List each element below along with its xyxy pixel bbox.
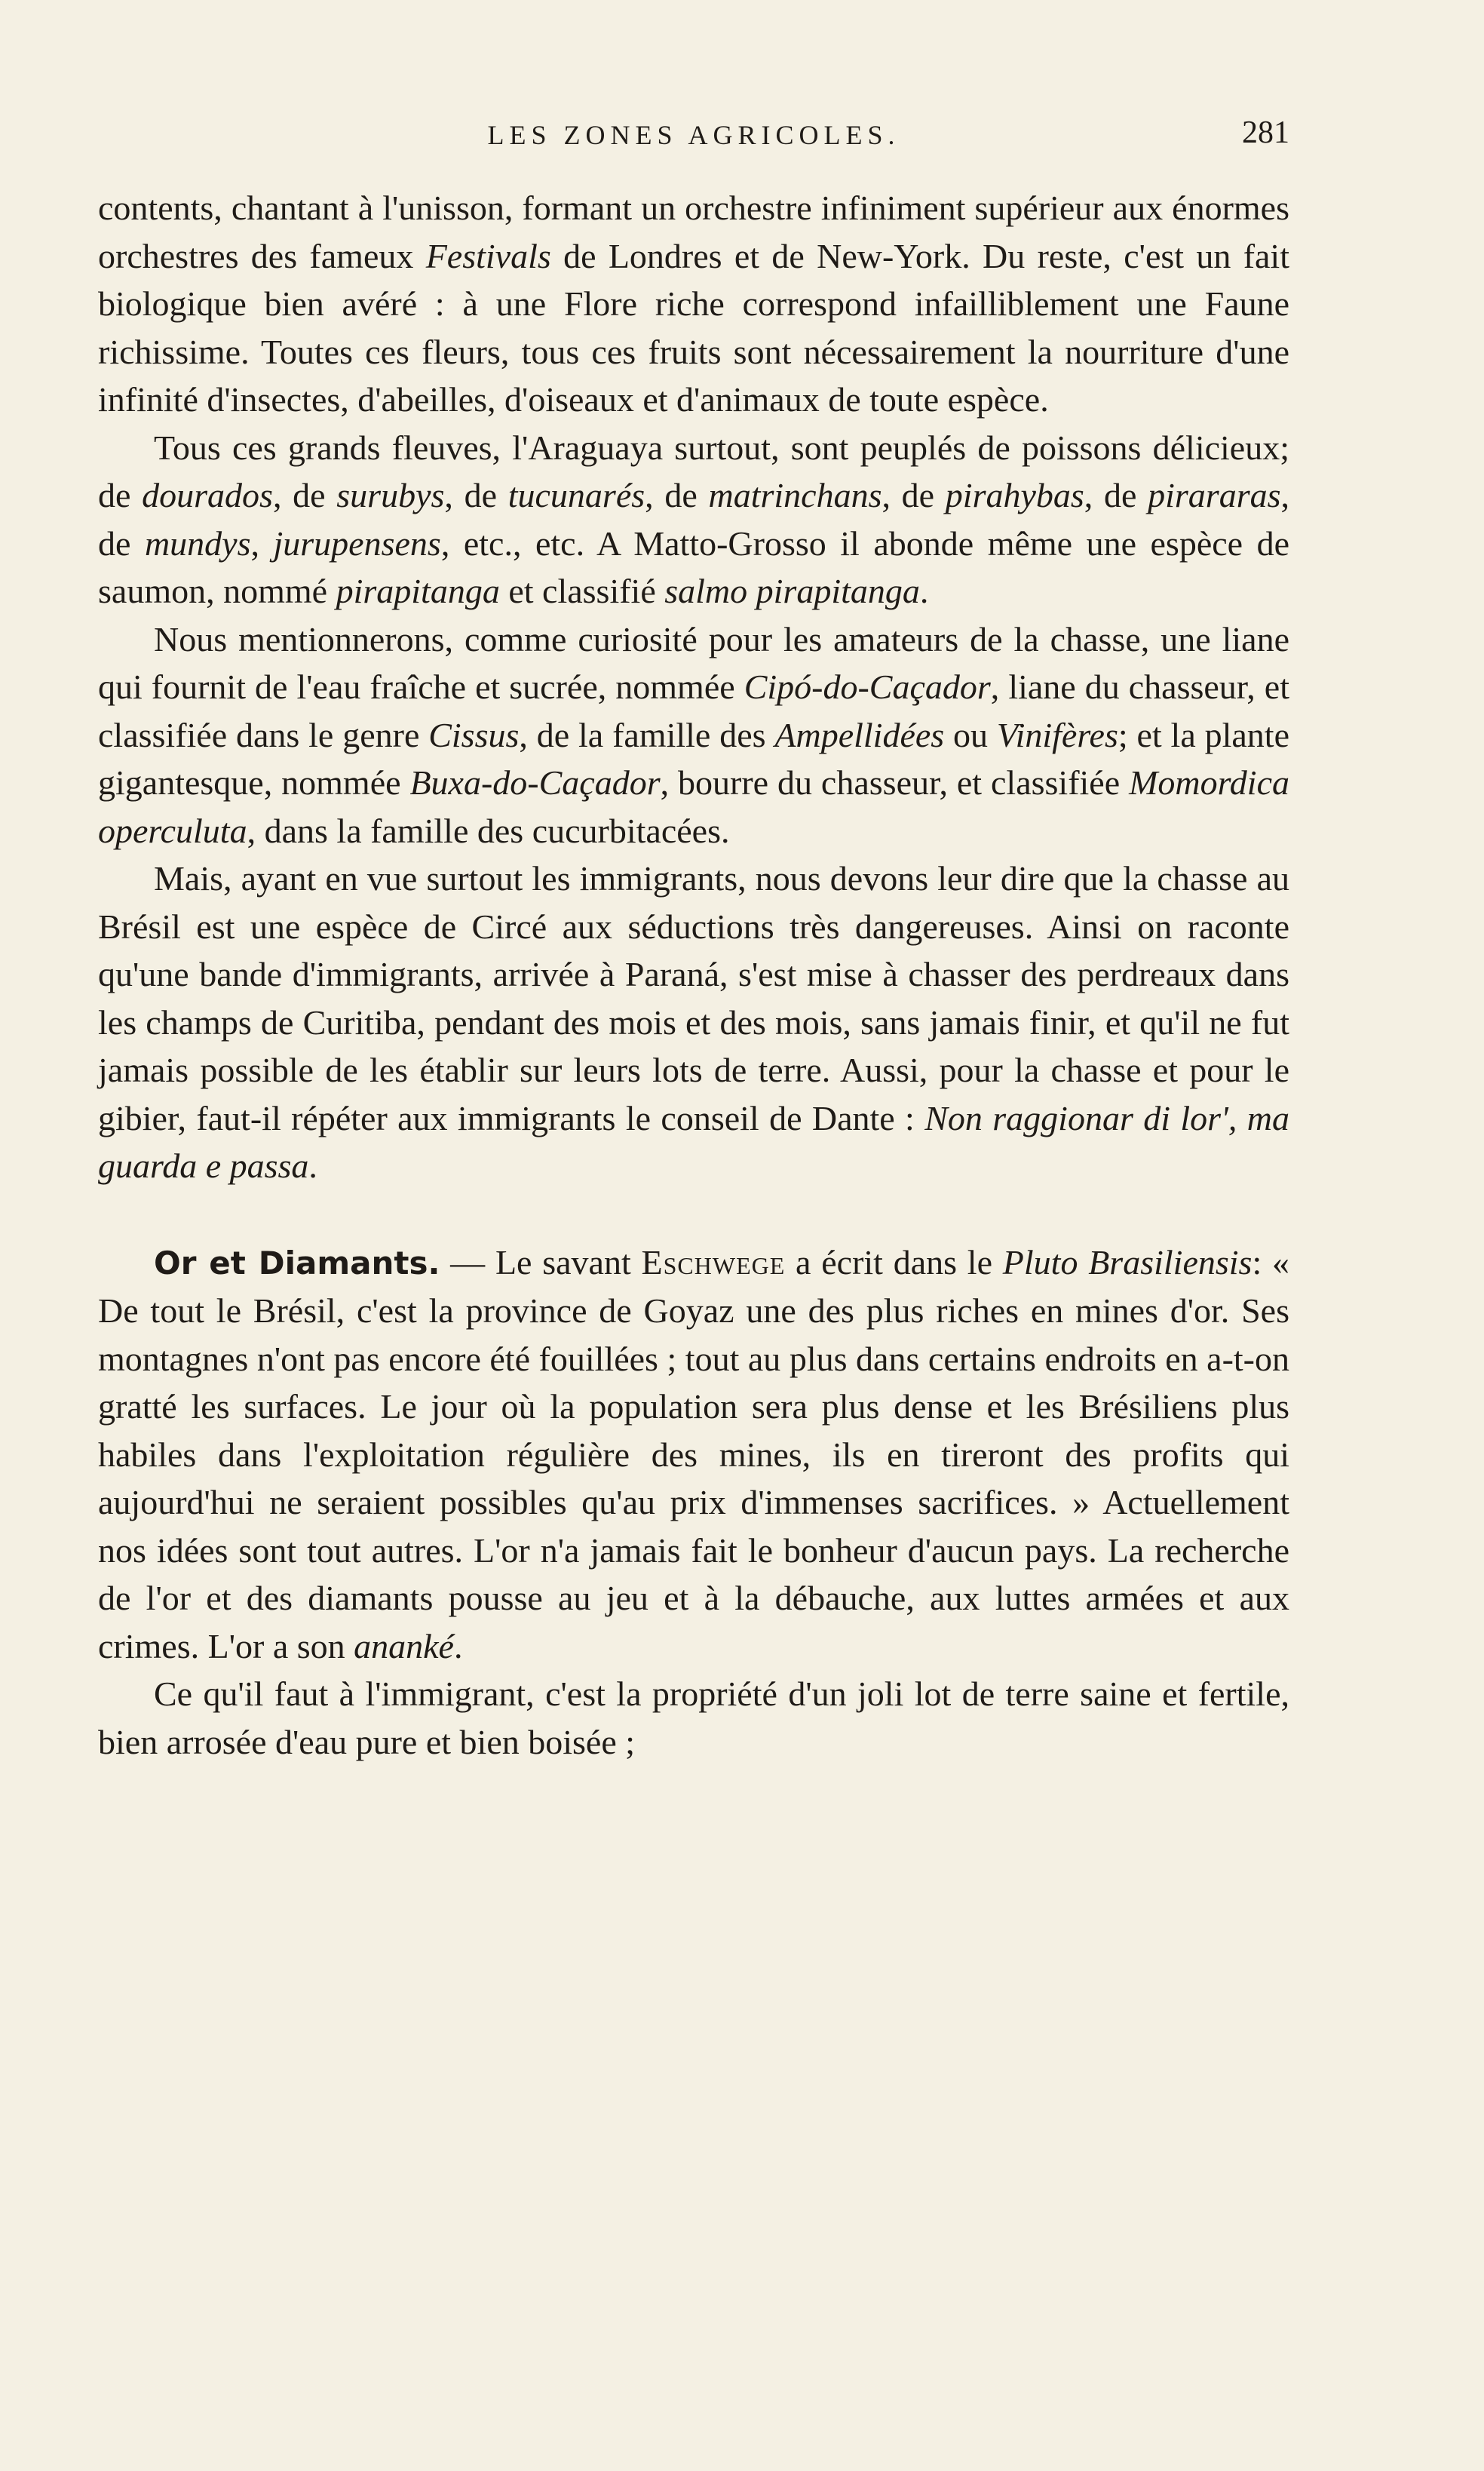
italic-term: Cissus <box>428 715 520 754</box>
paragraph-immigrants-hunting <box>98 855 1289 1190</box>
text-span: : « De tout le Brésil, c'est la province de Goyaz une des plus riches en mines d'or. Ses montagnes n'ont pas encore été fouillées ; tout au plus dans certains endroits en a-t-on gratté les surfaces. Le jour où la population sera plus dense et les Brésiliens plus habiles dans l'exploitation régulière des mines, ils en tireront des profits qui aujourd'hui ne seraient possibles qu'au prix d'immenses sacrifices. » Actuellement nos idées sont tout autres. L'or n'a jamais fait le bonheur d'aucun pays. La recherche de l'or et des diamants pousse au jeu et à la débauche, aux luttes armées et aux crimes. L'or a son <box>98 1242 1290 1665</box>
text-span: Ce qu'il faut à l'immigrant, c'est la propriété d'un joli lot de terre saine et fertile, bien arrosée d'eau pure et bien boisée ; <box>98 1674 1289 1761</box>
paragraph-orchestra-continuation <box>98 184 1289 424</box>
italic-term: ananké <box>354 1626 454 1665</box>
text-span: , de <box>645 476 709 514</box>
text-span: contents, chantant à l'unisson, formant un orchestre infiniment supérieur aux énormes orchestres des fameux <box>98 189 1289 275</box>
italic-term: pirararas <box>1148 476 1281 514</box>
running-head: LES ZONES AGRICOLES. <box>487 120 900 150</box>
italic-term: dourados <box>142 476 273 514</box>
text-span: , de <box>98 476 1290 563</box>
text-span: , de <box>1084 476 1148 514</box>
italic-term: Buxa-do-Caçador <box>409 763 661 802</box>
text-span: , etc., etc. A Matto-Grosso il abonde même une espèce de saumon, nommé <box>98 523 1290 610</box>
paragraph-immigrant-needs <box>98 1670 1289 1766</box>
text-span: de Londres et de New-York. Du reste, c'est un fait biologique bien avéré : à une Flore riche correspond infailliblement une Faune richissime. Toutes ces fleurs, tous ces fruits sont nécessairement la nourriture d'une infinité d'insectes, d'abeilles, d'oiseaux et d'animaux de toute espèce. <box>98 236 1289 419</box>
italic-term: salmo pirapitanga <box>664 572 920 610</box>
text-span: , de la famille des <box>519 715 775 754</box>
italic-term: jurupensens <box>273 523 441 563</box>
text-span: Mais, ayant en vue surtout les immigrants, nous devons leur dire que la chasse au Brésil est une espèce de Circé aux séductions très dangereuses. Ainsi on raconte qu'une bande d'immigrants, arrivée à Paraná, s'est mise à chasser des perdreaux dans les champs de Curitiba, pendant des mois et des mois, sans jamais finir, et qu'il ne fut jamais possible de les établir sur leurs lots de terre. Aussi, pour la chasse et pour le gibier, faut-il répéter aux immigrants le conseil de Dante : <box>98 859 1289 1137</box>
text-span: ; et la plante gigantesque, nommée <box>98 715 1290 802</box>
section-heading: Or et Diamants. <box>154 1244 440 1282</box>
italic-quote: Non raggionar di lor', ma guarda e passa <box>98 1098 1289 1185</box>
text-span: , dans la famille des cucurbitacées. <box>247 811 730 850</box>
author-name: Eschwege <box>641 1242 786 1282</box>
text-span: ou <box>944 715 997 754</box>
text-span: , de <box>882 476 946 514</box>
italic-term: pirapitanga <box>336 572 500 610</box>
text-span: Nous mentionnerons, comme curiosité pour les amateurs de la chasse, une liane qui fournit de l'eau fraîche et sucrée, nommée <box>98 619 1289 706</box>
italic-term: pirahybas <box>945 476 1084 514</box>
page-header <box>98 115 1289 164</box>
paragraph-fish <box>98 424 1289 615</box>
italic-term: mundys <box>144 523 251 563</box>
italic-term: Momordica operculuta <box>98 763 1289 850</box>
italic-term: matrinchans <box>708 476 882 514</box>
page-number: 281 <box>1242 115 1289 150</box>
text-span: — Le savant <box>440 1242 642 1282</box>
italic-term: Vinifères <box>996 715 1118 754</box>
paragraph-hunting-plants <box>98 615 1289 855</box>
text-span: , de <box>444 476 508 514</box>
italic-term: surubys <box>336 476 445 514</box>
italic-term: tucunarés <box>507 476 645 514</box>
text-span: . <box>453 1626 463 1665</box>
body-text <box>98 184 1289 1766</box>
italic-title: Pluto Brasiliensis <box>1002 1242 1253 1282</box>
text-span: a écrit dans le <box>785 1242 1003 1282</box>
text-span: , bourre du chasseur, et classifiée <box>660 763 1130 802</box>
paragraph-gold-diamonds <box>98 1239 1289 1671</box>
italic-term: Cipó-do-Caçador <box>744 668 991 706</box>
text-span: . <box>308 1146 317 1185</box>
italic-term: Festivals <box>425 236 551 275</box>
italic-term: Ampellidées <box>774 715 945 754</box>
text-span: . <box>919 572 929 610</box>
text-span: , liane du chasseur, et classifiée dans le genre <box>98 668 1289 754</box>
text-span: et classifié <box>499 572 665 610</box>
text-span: Tous ces grands fleuves, l'Araguaya surtout, sont peuplés de poissons délicieux; de <box>98 428 1289 514</box>
text-span: , de <box>272 476 337 514</box>
text-span: , <box>250 523 274 563</box>
